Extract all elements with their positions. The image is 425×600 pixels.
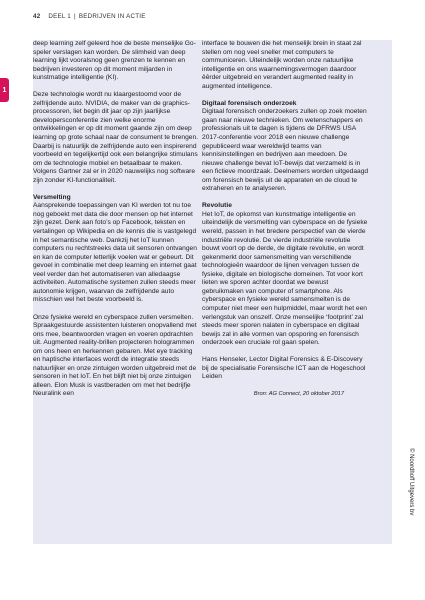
paragraph: Deze technologie wordt nu klaargestoomd voor de zelfrijdende auto. NVIDIA, de maker van de graphics-processoren, liet begin dit jaar op zijn jaarlijkse developersconferentie zien welke enorme ontwikkelingen er op dit moment gaande zijn om deep learning op grote schaal naar de consument te brengen. Daarbij is natuurlijk de zelfrijdende auto een inspirerend voorbeeld en tegelijkertijd ook een belangrijke stimulans om de technologie mobiel en betaalbaar te maken. Volgens Gartner zal er in 2020 nauwelijks nog software zijn zonder KI-functionaliteit. <box>33 91 199 184</box>
copyright-text: © Noordhoff Uitgevers bv <box>408 448 414 516</box>
copyright-note <box>409 448 419 538</box>
header-separator: | <box>74 13 76 20</box>
part-label: DEEL 1 <box>48 13 71 20</box>
paragraph: interface te bouwen die het menselijk brein in staat zal stellen om nog veel sneller met computers te communiceren. Uiteindelijk worden onze natuurlijke intelligentie en ons waarnemingsvermogen daardoor êêrder uitgebreid en verandert augmented reality in augmented intelligence. <box>202 40 362 90</box>
author-credit: Hans Henseler, Lector Digital Forensics & E-Discovery bij de specialisatie Forensische ICT aan de Hogeschool Leiden <box>202 356 366 381</box>
section-heading-revolutie: Revolutie <box>202 202 232 210</box>
source-line: Bron: AG Connect, 20 oktober 2017 <box>253 391 344 398</box>
paragraph: deep learning zelf geleerd hoe de beste menselijke Go-speler verslagen kan worden. De slimheid van deep learning lijkt vooralsnog geen grenzen te kennen en bedrijven investeren op dit moment miljarden in kunstmatige intelligentie (KI). <box>33 40 196 82</box>
section-heading-versmelting: Versmelting <box>33 193 71 201</box>
left-column <box>33 40 200 408</box>
chapter-tab: 1 <box>0 78 9 102</box>
paragraph: Digitaal forensisch onderzoekers zullen op zoek moeten gaan naar nieuwe technieken. Om wetenschappers en professionals uit te dagen is tijdens de DFRWS USA 2017-conferentie voor 2018 een nieuwe challenge gepubliceerd waar wereldwijd teams van kennisinstellingen en bedrijven aan meedoen. De nieuwe challenge bevat IoT-bewijs dat verzameld is in een fictieve moordzaak. Deelnemers worden uitgedaagd om forensisch bewijs uit de apparaten en de cloud te extraheren en te analyseren. <box>202 108 369 193</box>
section-heading-forensisch: Digitaal forensisch onderzoek <box>202 99 297 107</box>
part-title: BEDRIJVEN IN ACTIE <box>78 13 146 20</box>
article-box <box>33 40 392 544</box>
running-header <box>33 13 146 20</box>
right-column <box>202 40 369 399</box>
page-number: 42 <box>33 13 41 20</box>
paragraph: Aansprekende toepassingen van KI werden tot nu toe nog geboekt met data die door mensen op het internet zijn gezet. Denk aan foto’s op Facebook, teksten en vertalingen op Wikipedia en de kennis die is vastgelegd in het semantische web. Dankzij het IoT kunnen computers nu rechtstreeks data uit sensoren ontvangen en kan de computer letterlijk voelen wat er gebeurt. Dit gevoel in combinatie met deep learning en internet gaat veel verder dan het automatiseren van alledaagse activiteiten. Automatische systemen zullen steeds meer autonomie krijgen, waarvan de zelfrijdende auto misschien wel het beste voorbeeld is. <box>33 202 197 304</box>
paragraph: Het IoT, de opkomst van kunstmatige intelligentie en uiteindelijk de versmelting van cyberspace en de fysieke wereld, passen in het bredere perspectief van de vierde industriële revolutie. De vierde industriële revolutie bouwt voort op de derde, de digitale revolutie, en wordt gekenmerkt door samensmelting van verschillende technologieën waardoor de lijnen vervagen tussen de fysieke, digitale en biologische domeinen. Tot voor kort lieten we sporen achter doordat we bewust gebruikmaken van computer of smartphone. Als cyberspace en fysieke wereld samensmelten is de computer niet meer een hulpmiddel, maar wordt het een verlengstuk van onszelf. Onze menselijke ‘footprint’ zal steeds meer sporen nalaten in cyberspace en digitaal bewijs zal in alle vormen van opsporing en forensisch onderzoek een cruciale rol gaan spelen. <box>202 210 368 347</box>
paragraph: Onze fysieke wereld en cyberspace zullen versmelten. Spraakgestuurde assistenten luisteren onopvallend met ons mee, beantwoorden vragen en voeren opdrachten uit. Augmented reality-brillen projecteren hologrammen om ons heen en herkennen gebaren. Met eye tracking en haptische interfaces wordt de integratie steeds natuurlijker en onze zintuigen worden uitgebreid met de sensoren in het IoT. En het blijft niet bij onze zintuigen alleen. Elon Musk is vastberaden om met het bedrijfje Neuralink een <box>33 313 197 398</box>
